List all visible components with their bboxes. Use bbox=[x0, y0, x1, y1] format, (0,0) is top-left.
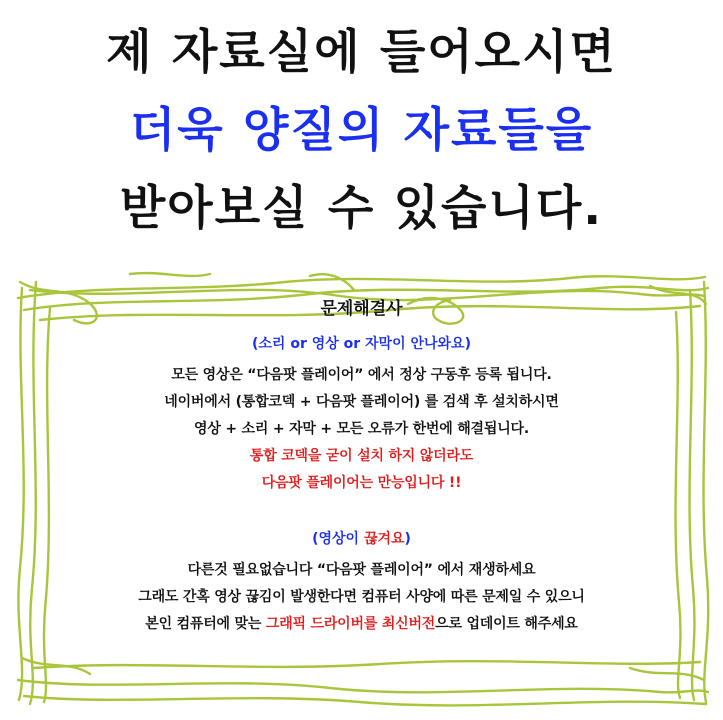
headline-line-1: 제 자료실에 들어오시면 bbox=[106, 25, 617, 80]
section2-last-part1: 본인 컴퓨터에 맞는 bbox=[145, 616, 266, 632]
section2-heading-highlight: 끊겨요 bbox=[363, 531, 405, 547]
notice-block bbox=[40, 296, 683, 638]
notice-title: 문제해결사 bbox=[320, 299, 403, 319]
section1-line-5: 다음팟 플레이어는 만능입니다 !! bbox=[261, 475, 462, 491]
headline-block bbox=[0, 14, 723, 248]
section2-last-part2: 그래픽 드라이버를 최신버전 bbox=[265, 616, 436, 632]
section2-heading bbox=[40, 527, 683, 551]
section1-line-3: 영상 + 소리 + 자막 + 모든 오류가 한번에 해결됩니다. bbox=[194, 421, 529, 437]
section1-line-2: 네이버에서 (통합코덱 + 다음팟 플레이어) 를 검색 후 설치하시면 bbox=[164, 394, 559, 410]
section1-heading: (소리 or 영상 or 자막이 안나와요) bbox=[252, 336, 471, 352]
section2-line-3 bbox=[40, 611, 683, 638]
headline-line-3: 받아보실 수 있습니다. bbox=[119, 181, 604, 236]
section2-heading-suffix: ) bbox=[404, 531, 411, 547]
section-divider-space bbox=[40, 497, 683, 527]
headline-line-2: 더욱 양질의 자료들을 bbox=[129, 103, 594, 158]
section2-heading-prefix: (영상이 bbox=[312, 531, 364, 547]
section2-line-1: 다른것 필요없습니다 “다음팟 플레이어” 에서 재생하세요 bbox=[187, 562, 536, 578]
section2-line-2: 그래도 간혹 영상 끊김이 발생한다면 컴퓨터 사양에 따른 문제일 수 있으니 bbox=[138, 589, 585, 605]
section1-line-4: 통합 코덱을 굳이 설치 하지 않더라도 bbox=[249, 448, 474, 464]
section1-line-1: 모든 영상은 “다음팟 플레이어” 에서 정상 구동후 등록 됩니다. bbox=[171, 367, 552, 383]
section2-last-part3: 으로 업데이트 해주세요 bbox=[435, 616, 578, 632]
